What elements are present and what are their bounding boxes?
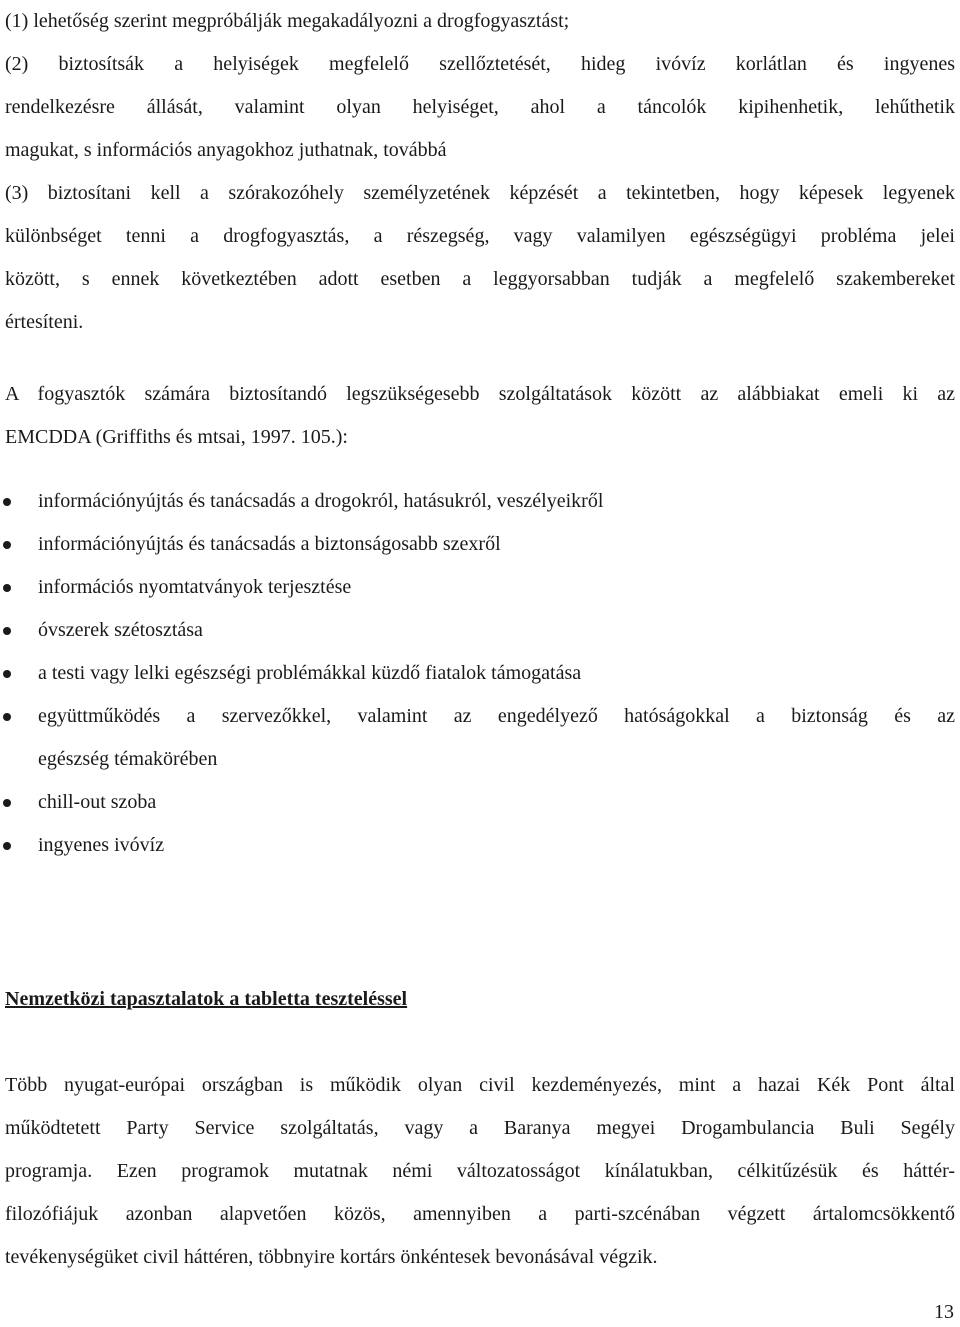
recommendations-paragraph bbox=[5, 0, 955, 344]
bullet-icon bbox=[3, 498, 11, 506]
text-line: különbséget tenni a drogfogyasztás, a részegség, vagy valamilyen egészségügyi probléma jelei bbox=[5, 225, 955, 247]
list-item-text: óvszerek szétosztása bbox=[38, 619, 203, 641]
bullet-icon bbox=[3, 584, 11, 592]
list-item bbox=[0, 523, 955, 566]
bullet-icon bbox=[3, 842, 11, 850]
services-bullet-list bbox=[0, 480, 955, 867]
text-line: (3) biztosítani kell a szórakozóhely személyzetének képzését a tekintetben, hogy képesek legyenek bbox=[5, 182, 955, 204]
list-item bbox=[0, 609, 955, 652]
list-item-text-continuation: egészség témakörében bbox=[38, 748, 218, 770]
text-line: (2) biztosítsák a helyiségek megfelelő szellőztetését, hideg ivóvíz korlátlan és ingyenes bbox=[5, 53, 955, 75]
list-item-text: a testi vagy lelki egészségi problémákkal küzdő fiatalok támogatása bbox=[38, 662, 582, 684]
text-line: magukat, s információs anyagokhoz juthatnak, továbbá bbox=[5, 139, 447, 161]
text-line: működtetett Party Service szolgáltatás, vagy a Baranya megyei Drogambulancia Buli Segély bbox=[5, 1117, 955, 1139]
bullet-icon bbox=[3, 627, 11, 635]
list-item-text: ingyenes ivóvíz bbox=[38, 834, 165, 856]
text-line: Több nyugat-európai országban is működik olyan civil kezdeményezés, mint a hazai Kék Pont által bbox=[5, 1074, 955, 1096]
page-number: 13 bbox=[934, 1301, 954, 1323]
list-item bbox=[0, 480, 955, 523]
section-heading: Nemzetközi tapasztalatok a tabletta teszteléssel bbox=[5, 988, 408, 1010]
list-item bbox=[0, 652, 955, 695]
bullet-icon bbox=[3, 541, 11, 549]
list-item-text: információnyújtás és tanácsadás a drogokról, hatásukról, veszélyeikről bbox=[38, 490, 604, 512]
list-item-text: információnyújtás és tanácsadás a biztonságosabb szexről bbox=[38, 533, 501, 555]
services-intro-paragraph bbox=[5, 373, 955, 459]
list-item-text: chill-out szoba bbox=[38, 791, 157, 813]
list-item-text: információs nyomtatványok terjesztése bbox=[38, 576, 352, 598]
list-item bbox=[0, 824, 955, 867]
text-line: EMCDDA (Griffiths és mtsai, 1997. 105.): bbox=[5, 426, 348, 448]
text-line: programja. Ezen programok mutatnak némi változatosságot kínálatukban, célkitűzésük és háttér- bbox=[5, 1160, 955, 1182]
bullet-icon bbox=[3, 713, 11, 721]
text-line: (1) lehetőség szerint megpróbálják megakadályozni a drogfogyasztást; bbox=[5, 10, 570, 32]
section-body-paragraph bbox=[5, 1064, 955, 1279]
text-line: értesíteni. bbox=[5, 311, 84, 333]
text-line: rendelkezésre állását, valamint olyan helyiséget, ahol a táncolók kipihenhetik, lehűthetik bbox=[5, 96, 955, 118]
bullet-icon bbox=[3, 670, 11, 678]
list-item bbox=[0, 781, 955, 824]
text-line: A fogyasztók számára biztosítandó legszükségesebb szolgáltatások között az alábbiakat emeli ki az bbox=[5, 383, 955, 405]
list-item bbox=[0, 695, 955, 781]
list-item-text: együttműködés a szervezőkkel, valamint az engedélyező hatóságokkal a biztonság és az bbox=[38, 705, 955, 727]
list-item bbox=[0, 566, 955, 609]
text-line: között, s ennek következtében adott esetben a leggyorsabban tudják a megfelelő szakembereket bbox=[5, 268, 955, 290]
bullet-icon bbox=[3, 799, 11, 807]
text-line: filozófiájuk azonban alapvetően közös, amennyiben a parti-szcénában végzett ártalomcsökkentő bbox=[5, 1203, 955, 1225]
text-line: tevékenységüket civil háttéren, többnyire kortárs önkéntesek bevonásával végzik. bbox=[5, 1246, 658, 1268]
